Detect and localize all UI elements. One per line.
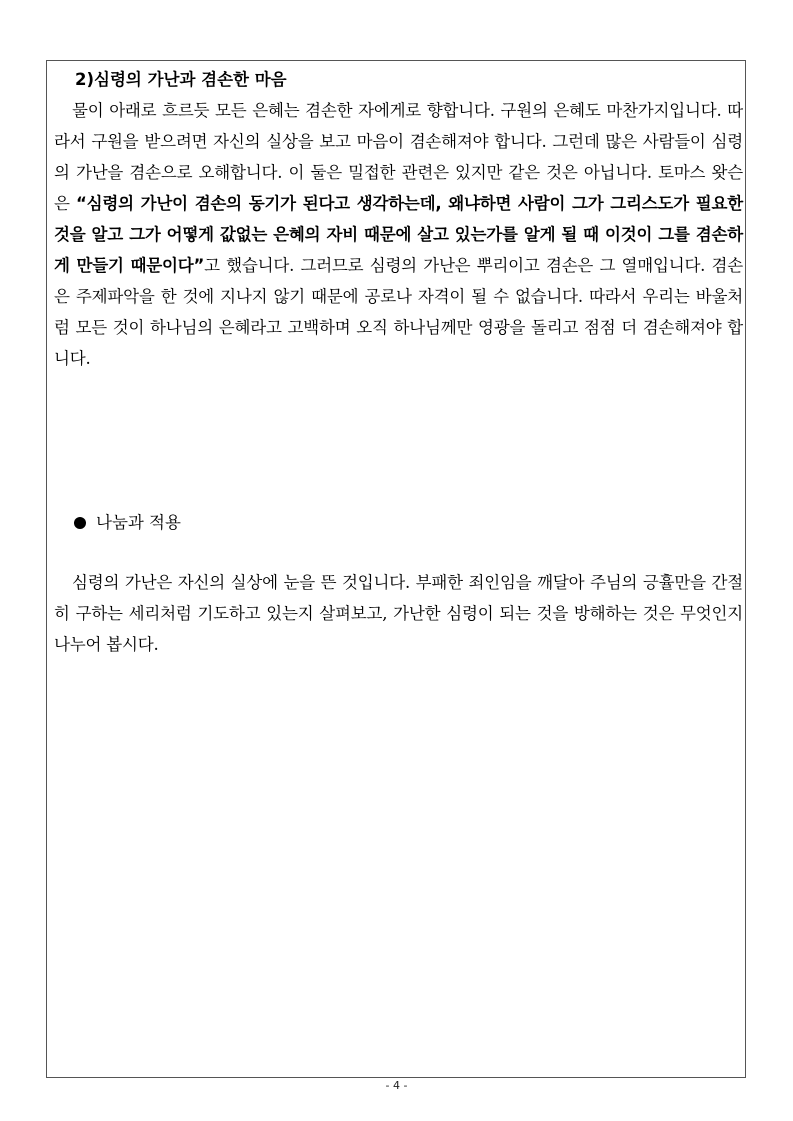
section-heading: 2)심령의 가난과 겸손한 마음 [75, 70, 287, 89]
sharing-title: 나눔과 적용 [96, 513, 181, 532]
sharing-title-line [74, 507, 181, 538]
section-content [54, 64, 743, 374]
paragraph-text-part1: 물이 아래로 흐르듯 모든 은혜는 겸손한 자에게로 향합니다. 구원의 은혜도 마찬가지입니다. 따라서 구원을 받으려면 자신의 실상을 보고 마음이 겸손해져야 합니다. 그런데 많은 사람들이 심령의 가난을 겸손으로 오해합니다. 이 둘은 밀접한 관련은 있지만 같은 것은 아닙니다. 토마스 왓슨은 [54, 101, 743, 213]
section-paragraph [54, 95, 743, 374]
sharing-paragraph: 심령의 가난은 자신의 실상에 눈을 뜬 것입니다. 부패한 죄인임을 깨달아 주님의 긍휼만을 간절히 구하는 세리처럼 기도하고 있는지 살펴보고, 가난한 심령이 되는 것을 방해하는 것은 무엇인지 나누어 봅시다. [54, 573, 743, 654]
bullet-icon [74, 517, 86, 529]
watson-quote: “심령의 가난이 겸손의 동기가 된다고 생각하는데, 왜냐하면 사람이 그가 그리스도가 필요한 것을 알고 그가 어떻게 값없는 은혜의 자비 때문에 살고 있는가를 알게 될 때 이것이 그를 겸손하게 만들기 때문이다” [54, 194, 743, 275]
page-number: - 4 - [385, 1079, 408, 1092]
sharing-content [54, 567, 743, 660]
paragraph-text-part2: 고 했습니다. 그러므로 심령의 가난은 뿌리이고 겸손은 그 열매입니다. 겸손은 주제파악을 한 것에 지나지 않기 때문에 공로나 자격이 될 수 없습니다. 따라서 우리는 바울처럼 모든 것이 하나님의 은혜라고 고백하며 오직 하나님께만 영광을 돌리고 점점 더 겸손해져야 합니다. [54, 256, 743, 368]
